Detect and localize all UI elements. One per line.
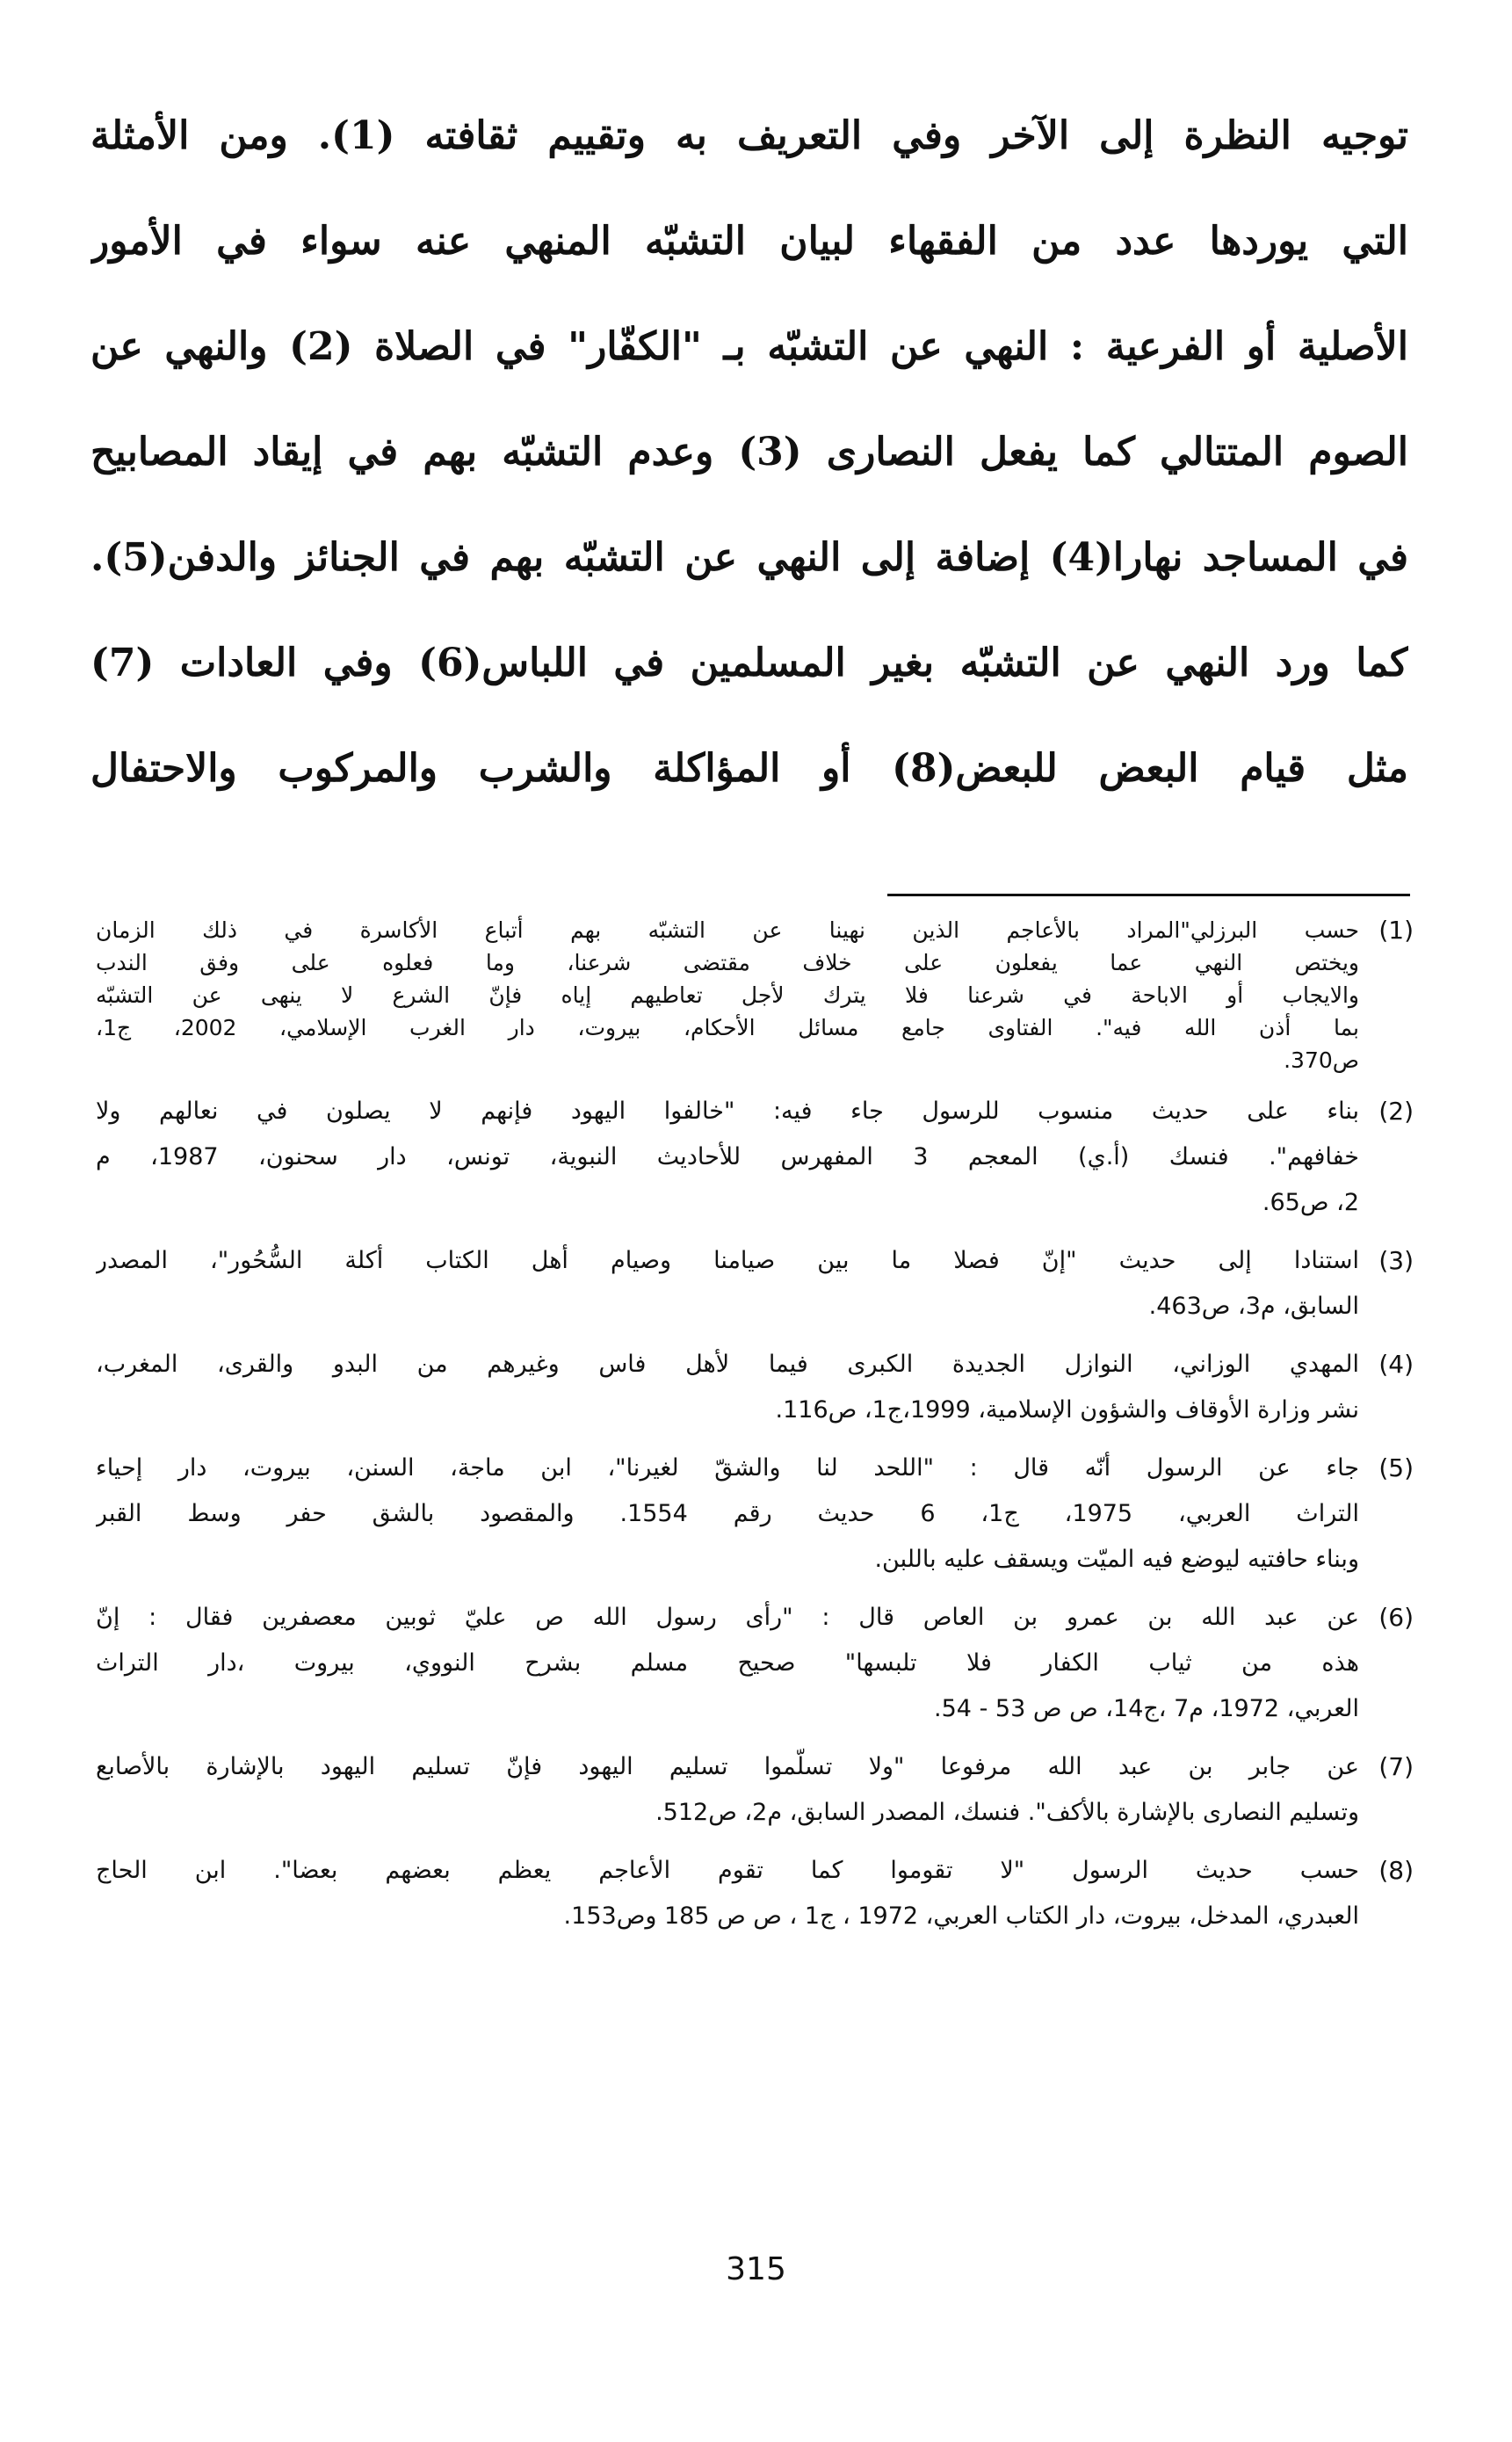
footnote-text: [96, 1595, 1359, 1732]
footnote: [96, 1089, 1414, 1226]
footnote-text: [96, 1342, 1359, 1433]
footnote-divider: [887, 894, 1410, 896]
footnote-line: استنادا إلى حديث "إنّ فصلا ما بين صيامنا وصيام أهل الكتاب أكلة السُّحُور"، المصدر: [96, 1247, 1359, 1274]
footnote-line: خفافهم". فنسك (أ.ي) المعجم 3 المفهرس للأحاديث النبوية، تونس، دار سحنون، 1987، م: [96, 1143, 1359, 1170]
footnotes-section: [96, 914, 1414, 1952]
footnote-number: (3): [1378, 1246, 1414, 1275]
body-line: كما ورد النهي عن التشبّه بغير المسلمين في اللباس(6) وفي العادات (7): [90, 641, 1408, 685]
footnote-line: حسب البرزلي"المراد بالأعاجم الذين نهينا عن التشبّه بهم أتباع الأكاسرة في ذلك الزمان: [96, 917, 1359, 943]
footnote: [96, 1446, 1414, 1583]
footnote: [96, 1238, 1414, 1330]
page-number: 315: [726, 2251, 786, 2287]
body-line: الأصلية أو الفرعية : النهي عن التشبّه بـ "الكفّار" في الصلاة (2) والنهي عن: [90, 324, 1408, 369]
footnote: [96, 1595, 1414, 1732]
footnote-number: (1): [1378, 916, 1414, 945]
main-body-text: [90, 83, 1408, 822]
footnote: [96, 914, 1414, 1076]
footnote-text: [96, 1089, 1359, 1226]
footnote-number: (6): [1378, 1603, 1414, 1632]
footnote-number: (8): [1378, 1856, 1414, 1885]
footnote-line: وتسليم النصارى بالإشارة بالأكف". فنسك، المصدر السابق، م2، ص512.: [655, 1799, 1359, 1826]
footnote-text: [96, 1238, 1359, 1330]
body-line: الصوم المتتالي كما يفعل النصارى (3) وعدم التشبّه بهم في إيقاد المصابيح: [90, 430, 1408, 475]
footnote-text: [96, 1446, 1359, 1583]
footnote-line: جاء عن الرسول أنّه قال : "اللحد لنا والشقّ لغيرنا"، ابن ماجة، السنن، بيروت، دار إحياء: [96, 1454, 1359, 1482]
footnote: [96, 1342, 1414, 1433]
footnote-line: حسب حديث الرسول "لا تقوموا كما تقوم الأعاجم يعظم بعضهم بعضا". ابن الحاج: [96, 1857, 1359, 1884]
footnote-line: عن عبد الله بن عمرو بن العاص قال : "رأى رسول الله ص عليّ ثوبين معصفرين فقال : إنّ: [96, 1604, 1359, 1631]
footnote-line: المهدي الوزاني، النوازل الجديدة الكبرى فيما لأهل فاس وغيرهم من البدو والقرى، المغرب،: [96, 1351, 1359, 1378]
body-line: في المساجد نهارا(4) إضافة إلى النهي عن التشبّه بهم في الجنائز والدفن(5).: [90, 535, 1408, 580]
footnote-line: التراث العربي، 1975، ج1، 6 حديث رقم 1554. والمقصود بالشق حفر وسط القبر: [96, 1500, 1359, 1527]
footnote-line: والايجاب أو الاباحة في شرعنا فلا يترك لأجل تعاطيهم إياه فإنّ الشرع لا ينهى عن التشبّه: [96, 982, 1359, 1008]
footnote-text: [96, 1848, 1359, 1939]
footnote-line: بناء على حديث منسوب للرسول جاء فيه: "خالفوا اليهود فإنهم لا يصلون في نعالهم ولا: [96, 1098, 1359, 1125]
footnote-line: هذه من ثياب الكفار فلا تلبسها" صحيح مسلم بشرح النووي، بيروت ،دار التراث: [96, 1649, 1359, 1677]
footnote-line: بما أذن الله فيه". الفتاوى جامع مسائل الأحكام، بيروت، دار الغرب الإسلامي، 2002، ج1،: [96, 1015, 1359, 1040]
footnote-text: [96, 1744, 1359, 1836]
footnote: [96, 1848, 1414, 1939]
footnote-line: ص370.: [1284, 1047, 1359, 1073]
footnote-number: (2): [1378, 1097, 1414, 1126]
body-line: توجيه النظرة إلى الآخر وفي التعريف به وتقييم ثقافته (1). ومن الأمثلة: [90, 113, 1408, 158]
footnote-line: العربي، 1972، م7 ،ج14، ص ص 53 - 54.: [934, 1695, 1359, 1722]
body-line: مثل قيام البعض للبعض(8) أو المؤاكلة والشرب والمركوب والاحتفال: [90, 746, 1408, 791]
footnote-line: 2، ص65.: [1262, 1189, 1359, 1216]
footnote-line: عن جابر بن عبد الله مرفوعا "ولا تسلّموا تسليم اليهود فإنّ تسليم اليهود بالإشارة بالأصابع: [96, 1753, 1359, 1780]
footnote-number: (7): [1378, 1752, 1414, 1781]
footnote-line: نشر وزارة الأوقاف والشؤون الإسلامية، 1999،ج1، ص116.: [775, 1396, 1359, 1424]
footnote-line: العبدري، المدخل، بيروت، دار الكتاب العربي، 1972 ، ج1 ، ص ص 185 وص153.: [563, 1902, 1359, 1930]
footnote-number: (4): [1378, 1350, 1414, 1379]
body-line: التي يوردها عدد من الفقهاء لبيان التشبّه المنهي عنه سواء في الأمور: [90, 219, 1408, 264]
footnote-line: وبناء حافتيه ليوضع فيه الميّت ويسقف عليه باللبن.: [874, 1546, 1359, 1573]
footnote-number: (5): [1378, 1453, 1414, 1482]
footnote: [96, 1744, 1414, 1836]
footnote-line: السابق، م3، ص463.: [1148, 1293, 1359, 1320]
footnote-line: ويختص النهي عما يفعلون على خلاف مقتضى شرعنا، وما فعلوه على وفق الندب: [96, 950, 1359, 975]
footnote-text: [96, 914, 1359, 1076]
